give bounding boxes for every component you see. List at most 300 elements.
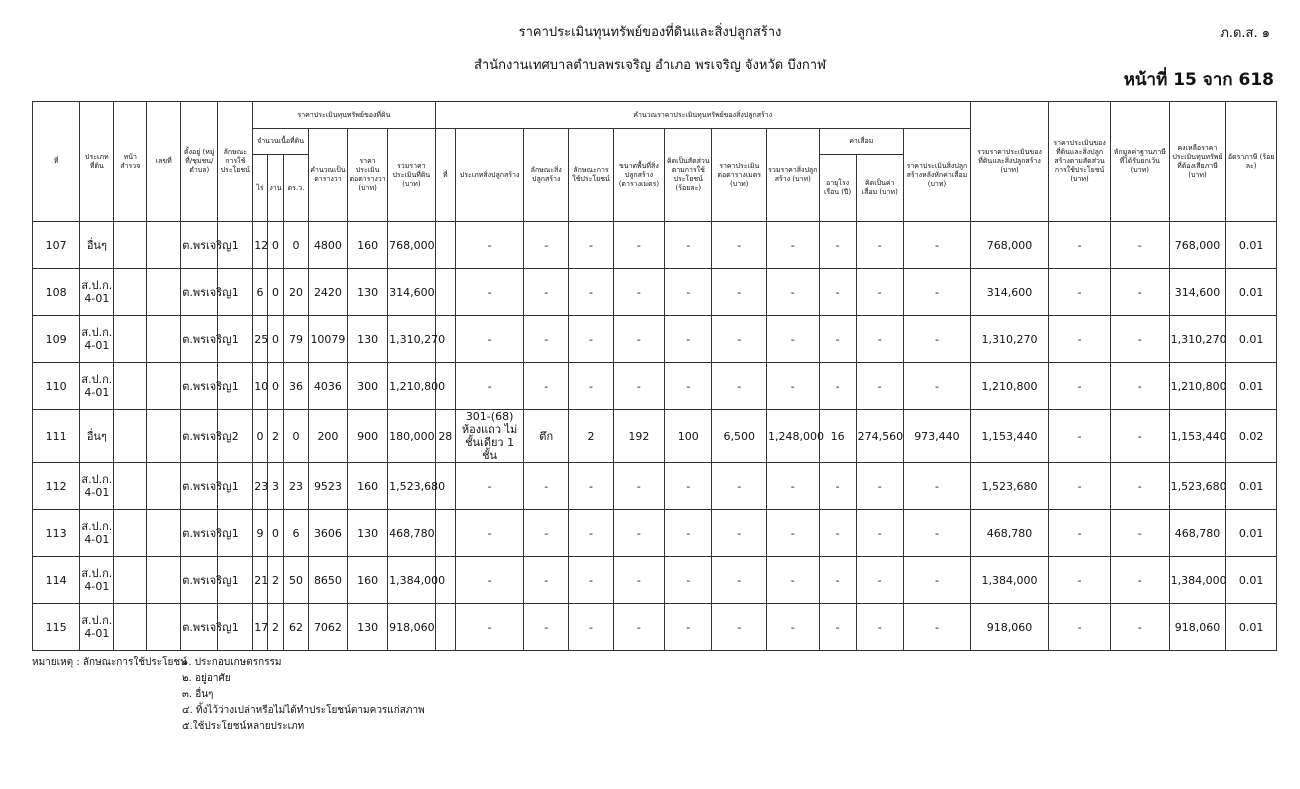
table-cell: [435, 604, 456, 651]
table-cell: 112: [33, 463, 80, 510]
header-building-area: ขนาดพื้นที่สิ่งปลูกสร้าง (ตารางเมตร): [613, 129, 664, 222]
table-cell: -: [903, 510, 970, 557]
table-cell: -: [903, 463, 970, 510]
table-cell: 180,000: [388, 410, 435, 463]
table-cell: 468,780: [1169, 510, 1226, 557]
table-cell: 973,440: [903, 410, 970, 463]
table-cell: 50: [284, 557, 309, 604]
table-cell: ส.ป.ก. 4-01: [80, 463, 114, 510]
table-cell: [114, 557, 147, 604]
table-cell: 301-(68) ห้องแถว ไม่ชั้นเดียว 1 ชั้น: [456, 410, 524, 463]
table-cell: [435, 510, 456, 557]
table-cell: 107: [33, 222, 80, 269]
table-cell: -: [665, 316, 712, 363]
note-item: ๓. อื่นๆ: [182, 689, 214, 700]
table-cell: -: [819, 604, 856, 651]
table-cell: -: [524, 557, 569, 604]
table-cell: -: [1049, 410, 1111, 463]
header-land-type: ประเภทที่ดิน: [80, 102, 114, 222]
table-cell: 1,384,000: [1169, 557, 1226, 604]
table-cell: -: [524, 510, 569, 557]
table-cell: ต.พรเจริญ: [181, 222, 218, 269]
table-cell: -: [1110, 410, 1169, 463]
table-cell: -: [1110, 269, 1169, 316]
table-cell: 1: [218, 604, 253, 651]
table-row: [33, 463, 1277, 510]
table-cell: -: [712, 463, 767, 510]
header-use-type: ลักษณะการใช้ประโยชน์: [218, 102, 253, 222]
table-cell: -: [456, 222, 524, 269]
table-cell: 1,153,440: [970, 410, 1048, 463]
header-location: ตั้งอยู่ (หมู่ที่/ชุมชน/ตำบล): [181, 102, 218, 222]
table-cell: ส.ป.ก. 4-01: [80, 316, 114, 363]
table-cell: 10: [253, 363, 267, 410]
table-cell: ส.ป.ก. 4-01: [80, 510, 114, 557]
table-cell: -: [767, 604, 820, 651]
table-cell: 314,600: [388, 269, 435, 316]
table-row: [33, 222, 1277, 269]
table-cell: -: [712, 510, 767, 557]
table-cell: 12: [253, 222, 267, 269]
table-cell: ตึก: [524, 410, 569, 463]
header-total-value: รวมราคาประเมินของที่ดินและสิ่งปลูกสร้าง (บาท): [970, 102, 1048, 222]
table-cell: 0.01: [1226, 510, 1277, 557]
table-cell: [114, 316, 147, 363]
table-cell: [114, 269, 147, 316]
table-cell: -: [524, 363, 569, 410]
table-cell: 114: [33, 557, 80, 604]
table-cell: 300: [348, 363, 388, 410]
table-cell: -: [1049, 463, 1111, 510]
table-cell: [114, 604, 147, 651]
table-cell: -: [613, 557, 664, 604]
table-cell: 20: [284, 269, 309, 316]
table-cell: 130: [348, 316, 388, 363]
table-cell: -: [819, 269, 856, 316]
table-cell: [147, 557, 181, 604]
header-building-use: ลักษณะการใช้ประโยชน์: [569, 129, 613, 222]
table-cell: [147, 510, 181, 557]
header-rai: ไร่: [253, 155, 267, 222]
table-cell: -: [819, 363, 856, 410]
table-cell: 28: [435, 410, 456, 463]
header-number: เลขที่: [147, 102, 181, 222]
header-building-character: ลักษณะสิ่งปลูกสร้าง: [524, 129, 569, 222]
table-cell: -: [524, 222, 569, 269]
table-cell: 1: [218, 510, 253, 557]
note-item: ๑. ประกอบเกษตรกรรม: [182, 657, 282, 668]
table-cell: -: [712, 316, 767, 363]
table-cell: [147, 269, 181, 316]
table-cell: 1,384,000: [970, 557, 1048, 604]
table-row: [33, 269, 1277, 316]
table-cell: 9523: [308, 463, 347, 510]
table-cell: อื่นๆ: [80, 410, 114, 463]
header-calc-sqwa: คำนวณเป็นตารางวา: [308, 129, 347, 222]
table-cell: 62: [284, 604, 309, 651]
table-cell: 314,600: [1169, 269, 1226, 316]
table-cell: -: [569, 269, 613, 316]
header-building-price-sqm: ราคาประเมินต่อตารางเมตร (บาท): [712, 129, 767, 222]
table-cell: 9: [253, 510, 267, 557]
table-cell: -: [665, 269, 712, 316]
table-cell: 1: [218, 269, 253, 316]
table-cell: 768,000: [970, 222, 1048, 269]
header-ngan: งาน: [267, 155, 283, 222]
table-cell: -: [767, 463, 820, 510]
table-cell: -: [1110, 222, 1169, 269]
table-cell: 6,500: [712, 410, 767, 463]
table-cell: อื่นๆ: [80, 222, 114, 269]
table-cell: -: [569, 604, 613, 651]
table-cell: 1,210,800: [1169, 363, 1226, 410]
notes-label: หมายเหตุ : ลักษณะการใช้ประโยชน์: [32, 657, 187, 668]
table-cell: 8650: [308, 557, 347, 604]
table-cell: 115: [33, 604, 80, 651]
table-cell: -: [1110, 604, 1169, 651]
table-cell: ต.พรเจริญ: [181, 410, 218, 463]
note-item: ๒. อยู่อาศัย: [182, 673, 231, 684]
page-number: หน้าที่ 15 จาก 618: [1123, 70, 1274, 90]
table-row: [33, 410, 1277, 463]
table-cell: -: [665, 222, 712, 269]
table-cell: 130: [348, 269, 388, 316]
table-cell: -: [613, 316, 664, 363]
header-price-per-sqwa: ราคาประเมินต่อตารางวา (บาท): [348, 129, 388, 222]
table-cell: -: [819, 557, 856, 604]
table-cell: 130: [348, 604, 388, 651]
table-cell: 200: [308, 410, 347, 463]
table-cell: -: [1110, 316, 1169, 363]
header-building-age: อายุโรงเรือน (ปี): [819, 155, 856, 222]
table-cell: 1,523,680: [388, 463, 435, 510]
table-cell: 0: [284, 222, 309, 269]
table-cell: -: [569, 363, 613, 410]
table-cell: -: [767, 316, 820, 363]
table-cell: -: [456, 463, 524, 510]
table-cell: 2: [267, 410, 283, 463]
table-cell: 1: [218, 316, 253, 363]
table-cell: -: [524, 463, 569, 510]
table-cell: -: [456, 363, 524, 410]
table-cell: -: [903, 316, 970, 363]
table-cell: [114, 463, 147, 510]
table-cell: 0.01: [1226, 316, 1277, 363]
table-cell: 0.01: [1226, 269, 1277, 316]
table-cell: -: [767, 222, 820, 269]
header-group-building: คำนวณราคาประเมินทุนทรัพย์ของสิ่งปลูกสร้าง: [435, 102, 970, 129]
table-cell: 2: [267, 604, 283, 651]
table-cell: [147, 463, 181, 510]
table-cell: [147, 316, 181, 363]
table-cell: 768,000: [388, 222, 435, 269]
table-cell: ส.ป.ก. 4-01: [80, 363, 114, 410]
table-cell: [147, 222, 181, 269]
form-code: ภ.ด.ส. ๑: [1220, 26, 1270, 41]
header-tax-rate: อัตราภาษี (ร้อยละ): [1226, 102, 1277, 222]
table-cell: 1,310,270: [970, 316, 1048, 363]
table-cell: 918,060: [388, 604, 435, 651]
table-cell: 108: [33, 269, 80, 316]
table-cell: -: [569, 510, 613, 557]
notes-list: [182, 655, 582, 735]
table-cell: 1,248,000: [767, 410, 820, 463]
table-cell: [435, 222, 456, 269]
header-survey-page: หน้าสำรวจ: [114, 102, 147, 222]
table-cell: 0: [267, 222, 283, 269]
table-cell: 2: [218, 410, 253, 463]
table-cell: -: [613, 363, 664, 410]
header-group-land: ราคาประเมินทุนทรัพย์ของที่ดิน: [253, 102, 435, 129]
table-cell: [147, 363, 181, 410]
table-cell: 0: [253, 410, 267, 463]
table-cell: 111: [33, 410, 80, 463]
table-cell: 3606: [308, 510, 347, 557]
table-cell: -: [1049, 510, 1111, 557]
table-cell: 23: [253, 463, 267, 510]
header-deduction: หักมูลค่าฐานภาษีที่ได้รับยกเว้น (บาท): [1110, 102, 1169, 222]
table-cell: 6: [284, 510, 309, 557]
table-cell: -: [569, 316, 613, 363]
table-cell: 1: [218, 222, 253, 269]
table-cell: -: [712, 222, 767, 269]
page-subtitle: สำนักงานเทศบาลตำบลพรเจริญ อำเภอ พรเจริญ จังหวัด บึงกาฬ: [473, 58, 826, 73]
table-cell: -: [569, 222, 613, 269]
header-sqwa: ตร.ว.: [284, 155, 309, 222]
table-cell: 0.01: [1226, 222, 1277, 269]
table-cell: -: [856, 557, 903, 604]
table-cell: [114, 510, 147, 557]
table-cell: -: [456, 316, 524, 363]
table-cell: ต.พรเจริญ: [181, 557, 218, 604]
table-body: [33, 222, 1277, 651]
table-cell: -: [903, 557, 970, 604]
table-cell: 274,560: [856, 410, 903, 463]
table-cell: 1,210,800: [388, 363, 435, 410]
table-cell: ส.ป.ก. 4-01: [80, 557, 114, 604]
table-cell: -: [1049, 604, 1111, 651]
table-cell: -: [524, 604, 569, 651]
table-cell: -: [1110, 463, 1169, 510]
header-proportional-value: ราคาประเมินของที่ดินและสิ่งปลูกสร้างตามสัดส่วนการใช้ประโยชน์ (บาท): [1049, 102, 1111, 222]
table-cell: -: [613, 222, 664, 269]
table-cell: -: [767, 363, 820, 410]
header-group-depreciation: ค่าเสื่อม: [819, 129, 903, 155]
table-cell: -: [1049, 269, 1111, 316]
table-cell: -: [819, 316, 856, 363]
table-cell: 1: [218, 557, 253, 604]
table-cell: -: [665, 604, 712, 651]
table-cell: 4036: [308, 363, 347, 410]
table-cell: 1,210,800: [970, 363, 1048, 410]
table-cell: 113: [33, 510, 80, 557]
table-row: [33, 557, 1277, 604]
table-cell: [114, 363, 147, 410]
table-cell: 918,060: [970, 604, 1048, 651]
table-cell: ต.พรเจริญ: [181, 510, 218, 557]
note-item: ๕.ใช้ประโยชน์หลายประเภท: [182, 721, 305, 732]
table-cell: -: [712, 604, 767, 651]
assessment-table: [32, 101, 1277, 651]
table-cell: 1,310,270: [388, 316, 435, 363]
table-cell: ต.พรเจริญ: [181, 604, 218, 651]
header-taxable: คงเหลือราคาประเมินทุนทรัพย์ที่ต้องเสียภาษี (บาท): [1169, 102, 1226, 222]
table-cell: -: [767, 557, 820, 604]
table-cell: 36: [284, 363, 309, 410]
table-cell: 2420: [308, 269, 347, 316]
table-cell: -: [819, 222, 856, 269]
table-cell: -: [856, 363, 903, 410]
table-cell: 768,000: [1169, 222, 1226, 269]
table-cell: -: [856, 463, 903, 510]
table-cell: 23: [284, 463, 309, 510]
header-building-ratio: คิดเป็นสัดส่วนตามการใช้ประโยชน์ (ร้อยละ): [665, 129, 712, 222]
table-cell: -: [1110, 363, 1169, 410]
table-cell: -: [456, 604, 524, 651]
table-cell: 160: [348, 222, 388, 269]
table-cell: 192: [613, 410, 664, 463]
table-cell: -: [569, 557, 613, 604]
table-cell: -: [1049, 363, 1111, 410]
table-cell: 0: [267, 316, 283, 363]
table-cell: -: [524, 269, 569, 316]
table-cell: -: [1049, 222, 1111, 269]
table-cell: 79: [284, 316, 309, 363]
table-cell: -: [819, 510, 856, 557]
header-land-total: รวมราคาประเมินที่ดิน (บาท): [388, 129, 435, 222]
table-cell: -: [712, 557, 767, 604]
table-cell: -: [712, 269, 767, 316]
table-cell: 21: [253, 557, 267, 604]
table-cell: 10079: [308, 316, 347, 363]
table-cell: [114, 410, 147, 463]
table-cell: -: [856, 510, 903, 557]
table-cell: 109: [33, 316, 80, 363]
header-no: ที่: [33, 102, 80, 222]
table-cell: 0.01: [1226, 604, 1277, 651]
header-depreciation-amount: คิดเป็นค่าเสื่อม (บาท): [856, 155, 903, 222]
table-cell: 100: [665, 410, 712, 463]
table-cell: -: [613, 463, 664, 510]
table-cell: ต.พรเจริญ: [181, 269, 218, 316]
table-cell: 468,780: [388, 510, 435, 557]
header-building-total: รวมราคาสิ่งปลูกสร้าง (บาท): [767, 129, 820, 222]
table-cell: 2: [569, 410, 613, 463]
table-cell: 25: [253, 316, 267, 363]
table-cell: -: [1110, 557, 1169, 604]
table-cell: -: [569, 463, 613, 510]
table-cell: ส.ป.ก. 4-01: [80, 269, 114, 316]
table-cell: 1: [218, 463, 253, 510]
header-group-area: จำนวนเนื้อที่ดิน: [253, 129, 309, 155]
page-title: ราคาประเมินทุนทรัพย์ของที่ดินและสิ่งปลูกสร้าง: [518, 25, 782, 40]
table-cell: -: [1049, 557, 1111, 604]
table-cell: -: [665, 463, 712, 510]
table-cell: -: [903, 604, 970, 651]
table-cell: 0: [267, 269, 283, 316]
table-cell: -: [613, 269, 664, 316]
table-cell: 0: [284, 410, 309, 463]
table-cell: -: [456, 557, 524, 604]
table-cell: [147, 410, 181, 463]
table-cell: -: [665, 510, 712, 557]
table-cell: 1,523,680: [970, 463, 1048, 510]
table-cell: 110: [33, 363, 80, 410]
table-cell: -: [456, 510, 524, 557]
table-cell: 1: [218, 363, 253, 410]
header-building-after-depreciation: ราคาประเมินสิ่งปลูกสร้างหลังหักค่าเสื่อม (บาท): [903, 129, 970, 222]
table-cell: ต.พรเจริญ: [181, 316, 218, 363]
table-cell: [435, 269, 456, 316]
table-cell: 160: [348, 463, 388, 510]
table-cell: ส.ป.ก. 4-01: [80, 604, 114, 651]
table-row: [33, 316, 1277, 363]
header-building-no: ที่: [435, 129, 456, 222]
table-cell: -: [1049, 316, 1111, 363]
table-row: [33, 363, 1277, 410]
table-cell: 0.01: [1226, 557, 1277, 604]
table-cell: ต.พรเจริญ: [181, 363, 218, 410]
table-cell: -: [903, 363, 970, 410]
header-building-type: ประเภทสิ่งปลูกสร้าง: [456, 129, 524, 222]
table-cell: -: [767, 510, 820, 557]
table-cell: 900: [348, 410, 388, 463]
table-cell: -: [856, 316, 903, 363]
table-cell: 1,153,440: [1169, 410, 1226, 463]
table-cell: -: [767, 269, 820, 316]
table-cell: -: [1110, 510, 1169, 557]
table-cell: -: [856, 222, 903, 269]
table-cell: 1,310,270: [1169, 316, 1226, 363]
table-cell: 918,060: [1169, 604, 1226, 651]
table-cell: -: [903, 269, 970, 316]
table-cell: 6: [253, 269, 267, 316]
table-cell: 0.01: [1226, 363, 1277, 410]
table-cell: 0: [267, 510, 283, 557]
table-cell: 160: [348, 557, 388, 604]
note-item: ๔. ทิ้งไว้ว่างเปล่าหรือไม่ได้ทำประโยชน์ตามควรแก่สภาพ: [182, 705, 425, 716]
table-cell: -: [856, 269, 903, 316]
table-cell: 0.02: [1226, 410, 1277, 463]
table-cell: -: [712, 363, 767, 410]
table-cell: -: [856, 604, 903, 651]
table-cell: [114, 222, 147, 269]
table-cell: -: [665, 557, 712, 604]
table-cell: [147, 604, 181, 651]
table-row: [33, 604, 1277, 651]
table-cell: 3: [267, 463, 283, 510]
table-cell: -: [665, 363, 712, 410]
table-cell: 0: [267, 363, 283, 410]
table-cell: 1,523,680: [1169, 463, 1226, 510]
table-cell: -: [613, 604, 664, 651]
table-cell: 7062: [308, 604, 347, 651]
table-cell: -: [524, 316, 569, 363]
table-row: [33, 510, 1277, 557]
table-cell: -: [613, 510, 664, 557]
table-cell: 4800: [308, 222, 347, 269]
table-cell: 468,780: [970, 510, 1048, 557]
table-cell: 130: [348, 510, 388, 557]
table-cell: 314,600: [970, 269, 1048, 316]
table-cell: ต.พรเจริญ: [181, 463, 218, 510]
table-cell: -: [819, 463, 856, 510]
table-cell: -: [456, 269, 524, 316]
table-cell: 17: [253, 604, 267, 651]
table-cell: -: [903, 222, 970, 269]
table-cell: 1,384,000: [388, 557, 435, 604]
table-cell: 0.01: [1226, 463, 1277, 510]
